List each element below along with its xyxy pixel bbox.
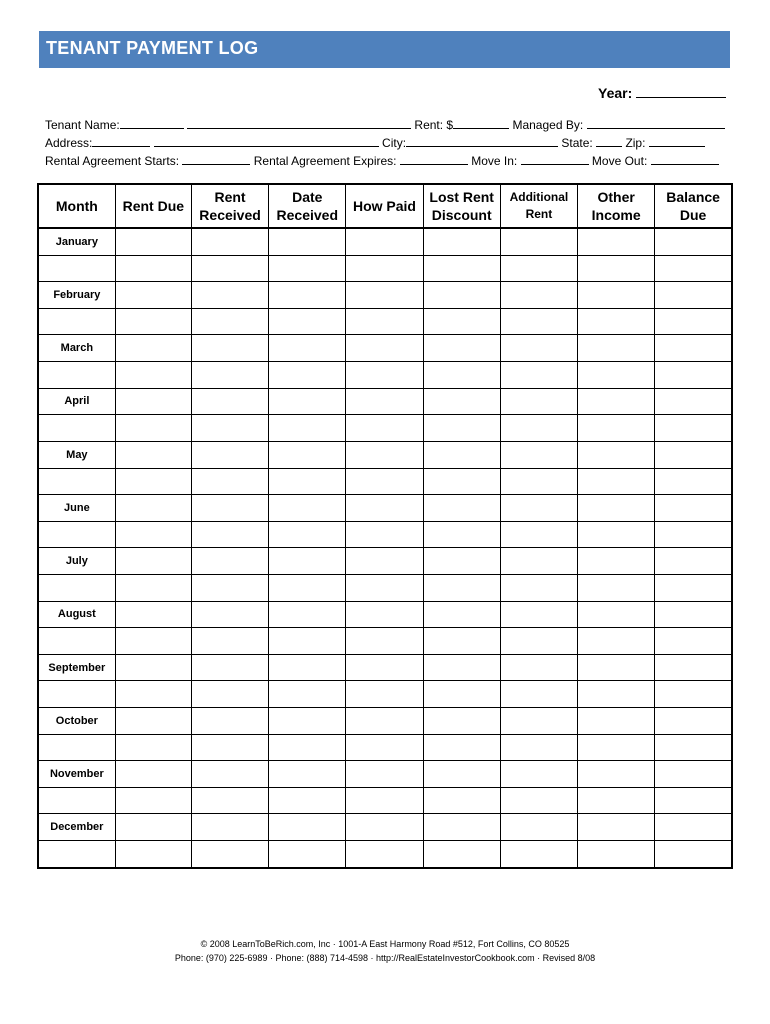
managed-by-label: Managed By: <box>512 118 584 132</box>
month-label: July <box>38 548 115 575</box>
table-cell[interactable] <box>578 681 655 708</box>
tenant-name-blank[interactable] <box>120 117 184 129</box>
year-blank-line[interactable] <box>636 83 726 98</box>
year-label: Year: <box>598 85 633 101</box>
table-cell[interactable] <box>38 308 115 335</box>
table-row <box>38 495 732 522</box>
table-row <box>38 707 732 734</box>
table-cell[interactable] <box>346 548 423 575</box>
table-cell[interactable] <box>500 308 577 335</box>
table-cell[interactable] <box>191 814 268 841</box>
page-title: TENANT PAYMENT LOG <box>46 38 259 58</box>
table-cell[interactable] <box>423 814 500 841</box>
table-cell[interactable] <box>269 521 346 548</box>
table-cell[interactable] <box>578 388 655 415</box>
column-header: Month <box>38 184 115 228</box>
table-cell[interactable] <box>423 468 500 495</box>
table-cell[interactable] <box>655 415 732 442</box>
table-cell[interactable] <box>655 495 732 522</box>
table-cell[interactable] <box>269 734 346 761</box>
month-label: October <box>38 707 115 734</box>
move-in-blank[interactable] <box>521 153 589 165</box>
address-blank[interactable] <box>92 135 150 147</box>
month-label: August <box>38 601 115 628</box>
table-row <box>38 415 732 442</box>
table-cell[interactable] <box>423 681 500 708</box>
table-row <box>38 734 732 761</box>
table-cell[interactable] <box>115 282 191 309</box>
table-cell[interactable] <box>500 415 577 442</box>
table-row <box>38 282 732 309</box>
table-cell[interactable] <box>655 787 732 814</box>
table-cell[interactable] <box>191 255 268 282</box>
info-line-3 <box>45 153 719 168</box>
table-cell[interactable] <box>115 841 191 868</box>
table-cell[interactable] <box>115 521 191 548</box>
table-cell[interactable] <box>191 521 268 548</box>
table-cell[interactable] <box>346 841 423 868</box>
table-cell[interactable] <box>115 495 191 522</box>
table-cell[interactable] <box>38 362 115 389</box>
month-label: February <box>38 282 115 309</box>
table-cell[interactable] <box>191 574 268 601</box>
zip-blank[interactable] <box>649 135 705 147</box>
table-cell[interactable] <box>346 441 423 468</box>
table-cell[interactable] <box>655 468 732 495</box>
table-cell[interactable] <box>346 415 423 442</box>
title-banner <box>39 31 730 68</box>
table-row <box>38 521 732 548</box>
table-cell[interactable] <box>578 521 655 548</box>
table-cell[interactable] <box>578 707 655 734</box>
table-cell[interactable] <box>346 495 423 522</box>
table-cell[interactable] <box>578 415 655 442</box>
table-cell[interactable] <box>269 574 346 601</box>
table-cell[interactable] <box>269 814 346 841</box>
table-cell[interactable] <box>346 787 423 814</box>
table-cell[interactable] <box>191 415 268 442</box>
table-cell[interactable] <box>38 415 115 442</box>
table-row <box>38 628 732 655</box>
table-cell[interactable] <box>500 761 577 788</box>
table-cell[interactable] <box>655 335 732 362</box>
table-cell[interactable] <box>346 255 423 282</box>
table-cell[interactable] <box>191 388 268 415</box>
month-label: September <box>38 654 115 681</box>
table-cell[interactable] <box>346 707 423 734</box>
table-cell[interactable] <box>423 228 500 255</box>
column-header: Rent Due <box>115 184 191 228</box>
table-cell[interactable] <box>191 362 268 389</box>
zip-label: Zip: <box>625 136 646 150</box>
table-cell[interactable] <box>578 282 655 309</box>
table-cell[interactable] <box>115 228 191 255</box>
move-out-blank[interactable] <box>651 153 719 165</box>
footer-line-1: © 2008 LearnToBeRich.com, Inc · 1001-A East Harmony Road #512, Fort Collins, CO 80525 <box>200 939 570 949</box>
table-cell[interactable] <box>191 468 268 495</box>
table-row <box>38 787 732 814</box>
table-cell[interactable] <box>578 761 655 788</box>
table-cell[interactable] <box>655 707 732 734</box>
table-cell[interactable] <box>346 468 423 495</box>
agreement-starts-label: Rental Agreement Starts: <box>45 154 180 168</box>
table-cell[interactable] <box>346 282 423 309</box>
table-row <box>38 681 732 708</box>
table-cell[interactable] <box>423 415 500 442</box>
table-cell[interactable] <box>346 388 423 415</box>
table-row <box>38 654 732 681</box>
table-cell[interactable] <box>269 308 346 335</box>
table-cell[interactable] <box>655 841 732 868</box>
table-cell[interactable] <box>191 495 268 522</box>
table-cell[interactable] <box>655 814 732 841</box>
table-cell[interactable] <box>423 548 500 575</box>
table-cell[interactable] <box>115 388 191 415</box>
table-row <box>38 362 732 389</box>
info-line-2 <box>45 135 705 150</box>
month-label: June <box>38 495 115 522</box>
table-cell[interactable] <box>269 441 346 468</box>
table-cell[interactable] <box>115 761 191 788</box>
table-cell[interactable] <box>578 654 655 681</box>
table-cell[interactable] <box>578 601 655 628</box>
table-cell[interactable] <box>655 654 732 681</box>
header-row <box>38 184 732 228</box>
table-cell[interactable] <box>423 841 500 868</box>
table-cell[interactable] <box>500 654 577 681</box>
table-cell[interactable] <box>115 681 191 708</box>
table-cell[interactable] <box>346 521 423 548</box>
table-cell[interactable] <box>346 761 423 788</box>
tenant-name-blank-2[interactable] <box>187 117 411 129</box>
table-row <box>38 335 732 362</box>
table-cell[interactable] <box>191 681 268 708</box>
table-cell[interactable] <box>423 521 500 548</box>
table-cell[interactable] <box>269 335 346 362</box>
table-cell[interactable] <box>578 628 655 655</box>
table-cell[interactable] <box>269 388 346 415</box>
table-row <box>38 441 732 468</box>
table-cell[interactable] <box>500 468 577 495</box>
table-cell[interactable] <box>578 335 655 362</box>
table-cell[interactable] <box>423 654 500 681</box>
table-cell[interactable] <box>38 681 115 708</box>
table-cell[interactable] <box>578 734 655 761</box>
table-cell[interactable] <box>115 654 191 681</box>
table-cell[interactable] <box>191 335 268 362</box>
table-row <box>38 308 732 335</box>
table-cell[interactable] <box>423 255 500 282</box>
table-cell[interactable] <box>269 362 346 389</box>
table-cell[interactable] <box>655 255 732 282</box>
table-cell[interactable] <box>269 841 346 868</box>
table-cell[interactable] <box>269 681 346 708</box>
state-label: State: <box>561 136 593 150</box>
table-cell[interactable] <box>269 228 346 255</box>
table-cell[interactable] <box>500 574 577 601</box>
table-cell[interactable] <box>115 628 191 655</box>
table-cell[interactable] <box>269 468 346 495</box>
table-cell[interactable] <box>115 548 191 575</box>
table-row <box>38 761 732 788</box>
table-cell[interactable] <box>423 734 500 761</box>
table-cell[interactable] <box>269 707 346 734</box>
table-cell[interactable] <box>500 282 577 309</box>
table-cell[interactable] <box>269 415 346 442</box>
table-cell[interactable] <box>500 814 577 841</box>
table-cell[interactable] <box>423 335 500 362</box>
table-cell[interactable] <box>423 787 500 814</box>
table-cell[interactable] <box>269 787 346 814</box>
table-cell[interactable] <box>655 734 732 761</box>
table-cell[interactable] <box>500 495 577 522</box>
move-in-label: Move In: <box>471 154 518 168</box>
table-cell[interactable] <box>346 228 423 255</box>
table-cell[interactable] <box>500 228 577 255</box>
table-row <box>38 468 732 495</box>
table-cell[interactable] <box>191 441 268 468</box>
table-cell[interactable] <box>655 521 732 548</box>
table-cell[interactable] <box>655 282 732 309</box>
column-header: Date Received <box>269 184 346 228</box>
table-cell[interactable] <box>115 308 191 335</box>
table-cell[interactable] <box>115 707 191 734</box>
table-cell[interactable] <box>191 548 268 575</box>
table-cell[interactable] <box>655 761 732 788</box>
table-cell[interactable] <box>578 362 655 389</box>
table-cell[interactable] <box>115 787 191 814</box>
table-cell[interactable] <box>346 574 423 601</box>
table-cell[interactable] <box>269 601 346 628</box>
table-cell[interactable] <box>500 362 577 389</box>
table-cell[interactable] <box>500 441 577 468</box>
table-cell[interactable] <box>500 388 577 415</box>
table-row <box>38 814 732 841</box>
table-cell[interactable] <box>115 362 191 389</box>
table-cell[interactable] <box>500 681 577 708</box>
column-header: Other Income <box>578 184 655 228</box>
column-header: Rent Received <box>191 184 268 228</box>
month-label: January <box>38 228 115 255</box>
table-cell[interactable] <box>115 255 191 282</box>
table-cell[interactable] <box>191 308 268 335</box>
table-cell[interactable] <box>578 574 655 601</box>
table-cell[interactable] <box>578 814 655 841</box>
table-cell[interactable] <box>423 282 500 309</box>
city-blank[interactable] <box>406 135 558 147</box>
table-cell[interactable] <box>191 841 268 868</box>
table-cell[interactable] <box>346 362 423 389</box>
table-cell[interactable] <box>115 814 191 841</box>
table-row <box>38 255 732 282</box>
table-cell[interactable] <box>655 228 732 255</box>
tenant-name-label: Tenant Name: <box>45 118 120 132</box>
table-cell[interactable] <box>655 362 732 389</box>
month-label: May <box>38 441 115 468</box>
table-cell[interactable] <box>655 628 732 655</box>
table-cell[interactable] <box>38 521 115 548</box>
table-cell[interactable] <box>578 841 655 868</box>
table-cell[interactable] <box>655 601 732 628</box>
table-cell[interactable] <box>423 628 500 655</box>
month-label: December <box>38 814 115 841</box>
table-row <box>38 601 732 628</box>
table-cell[interactable] <box>191 787 268 814</box>
rent-label: Rent: $ <box>414 118 454 132</box>
table-cell[interactable] <box>655 308 732 335</box>
table-cell[interactable] <box>346 681 423 708</box>
table-cell[interactable] <box>115 601 191 628</box>
table-cell[interactable] <box>269 654 346 681</box>
table-cell[interactable] <box>655 548 732 575</box>
table-cell[interactable] <box>423 761 500 788</box>
table-cell[interactable] <box>578 548 655 575</box>
info-line-1 <box>45 117 725 132</box>
table-cell[interactable] <box>423 441 500 468</box>
table-cell[interactable] <box>655 681 732 708</box>
table-cell[interactable] <box>423 601 500 628</box>
table-cell[interactable] <box>346 335 423 362</box>
table-cell[interactable] <box>115 574 191 601</box>
move-out-label: Move Out: <box>591 154 648 168</box>
table-cell[interactable] <box>38 468 115 495</box>
city-label: City: <box>382 136 407 150</box>
table-cell[interactable] <box>346 654 423 681</box>
table-cell[interactable] <box>38 628 115 655</box>
table-cell[interactable] <box>115 734 191 761</box>
column-header: Balance Due <box>655 184 732 228</box>
table-cell[interactable] <box>38 734 115 761</box>
table-cell[interactable] <box>191 707 268 734</box>
column-header: Additional Rent <box>500 184 577 228</box>
table-cell[interactable] <box>578 255 655 282</box>
rent-blank[interactable] <box>453 117 509 129</box>
month-label: November <box>38 761 115 788</box>
table-cell[interactable] <box>269 628 346 655</box>
table-cell[interactable] <box>346 308 423 335</box>
table-cell[interactable] <box>578 308 655 335</box>
table-cell[interactable] <box>500 841 577 868</box>
table-cell[interactable] <box>346 734 423 761</box>
table-cell[interactable] <box>423 308 500 335</box>
table-cell[interactable] <box>191 654 268 681</box>
table-cell[interactable] <box>346 814 423 841</box>
table-cell[interactable] <box>191 282 268 309</box>
table-cell[interactable] <box>38 841 115 868</box>
table-cell[interactable] <box>500 335 577 362</box>
table-cell[interactable] <box>423 495 500 522</box>
table-cell[interactable] <box>500 548 577 575</box>
table-cell[interactable] <box>191 761 268 788</box>
table-cell[interactable] <box>269 282 346 309</box>
table-cell[interactable] <box>423 574 500 601</box>
table-cell[interactable] <box>115 335 191 362</box>
table-cell[interactable] <box>500 255 577 282</box>
table-cell[interactable] <box>191 734 268 761</box>
table-cell[interactable] <box>38 255 115 282</box>
table-row <box>38 574 732 601</box>
table-row <box>38 388 732 415</box>
address-blank-2[interactable] <box>154 135 379 147</box>
table-row <box>38 841 732 868</box>
table-cell[interactable] <box>578 468 655 495</box>
address-label: Address: <box>45 136 93 150</box>
month-label: March <box>38 335 115 362</box>
agreement-expires-blank[interactable] <box>400 153 468 165</box>
table-cell[interactable] <box>500 628 577 655</box>
agreement-starts-blank[interactable] <box>182 153 250 165</box>
month-label: April <box>38 388 115 415</box>
table-cell[interactable] <box>115 441 191 468</box>
table-cell[interactable] <box>578 787 655 814</box>
table-cell[interactable] <box>38 787 115 814</box>
table-cell[interactable] <box>191 628 268 655</box>
table-cell[interactable] <box>500 601 577 628</box>
managed-by-blank[interactable] <box>587 117 725 129</box>
table-cell[interactable] <box>269 548 346 575</box>
table-cell[interactable] <box>578 495 655 522</box>
state-blank[interactable] <box>596 135 622 147</box>
table-cell[interactable] <box>191 228 268 255</box>
table-cell[interactable] <box>578 228 655 255</box>
footer <box>0 937 770 965</box>
table-cell[interactable] <box>500 787 577 814</box>
table-cell[interactable] <box>655 388 732 415</box>
table-cell[interactable] <box>500 521 577 548</box>
table-cell[interactable] <box>269 255 346 282</box>
table-cell[interactable] <box>500 734 577 761</box>
table-cell[interactable] <box>423 707 500 734</box>
table-cell[interactable] <box>655 574 732 601</box>
footer-line-2: Phone: (970) 225-6989 · Phone: (888) 714-4598 · http://RealEstateInvestorCookbook.com · Revised 8/08 <box>174 953 596 963</box>
table-cell[interactable] <box>269 761 346 788</box>
table-cell[interactable] <box>191 601 268 628</box>
column-header: Lost Rent Discount <box>423 184 500 228</box>
table-cell[interactable] <box>423 362 500 389</box>
table-cell[interactable] <box>578 441 655 468</box>
table-cell[interactable] <box>115 415 191 442</box>
table-row <box>38 548 732 575</box>
year-field <box>598 83 726 101</box>
agreement-expires-label: Rental Agreement Expires: <box>253 154 397 168</box>
table-cell[interactable] <box>115 468 191 495</box>
table-cell[interactable] <box>423 388 500 415</box>
table-cell[interactable] <box>655 441 732 468</box>
payment-log-table <box>37 183 733 869</box>
table-cell[interactable] <box>38 574 115 601</box>
table-cell[interactable] <box>346 601 423 628</box>
table-body <box>38 228 732 868</box>
column-header: How Paid <box>346 184 423 228</box>
table-cell[interactable] <box>500 707 577 734</box>
table-cell[interactable] <box>346 628 423 655</box>
table-cell[interactable] <box>269 495 346 522</box>
table-row <box>38 228 732 255</box>
